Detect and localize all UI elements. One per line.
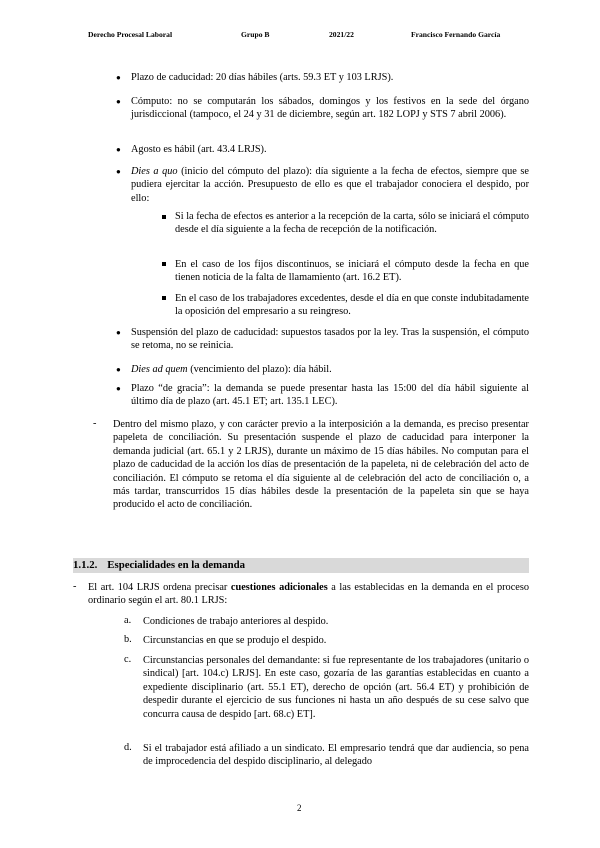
paragraph-art-104 bbox=[88, 581, 529, 608]
art104-bold-text: cuestiones adicionales bbox=[230, 582, 328, 593]
bullet-suspension: Suspensión del plazo de caducidad: supuestos tasados por la ley. Tras la suspensión, el cómputo se retoma, no se reinicia. bbox=[131, 327, 529, 352]
bullet-icon: ● bbox=[116, 73, 121, 82]
header-course: Derecho Procesal Laboral bbox=[88, 30, 173, 39]
list-letter: c. bbox=[124, 654, 132, 665]
bullet-dies-a-quo bbox=[131, 165, 529, 205]
bullet-icon: ● bbox=[116, 384, 121, 393]
bullet-agosto: Agosto es hábil (art. 43.4 LRJS). bbox=[131, 144, 267, 155]
header-author: Francisco Fernando García bbox=[411, 30, 501, 39]
bullet-icon: ● bbox=[116, 97, 121, 106]
square-bullet-icon bbox=[162, 296, 166, 300]
list-letter: a. bbox=[124, 615, 132, 626]
section-heading bbox=[73, 558, 529, 573]
paragraph-conciliacion: Dentro del mismo plazo, y con carácter previo a la interposición a la demanda, es preciso presentar papeleta de conciliación. Su presentación suspende el plazo de caducidad para interponer la demanda judicial (art. 65.1 y 2 LRJS), durante un máximo de 15 días hábiles. No computan para el plazo de caducidad de la acción los días de presentación de la papeleta, ni de celebración del acto de conciliación. El cómputo se retoma el día siguiente al de celebración del acto de conciliación o, a más tardar, transcurridos 15 días hábiles desde la presentación de la papeleta sin que se haya producido el acto de conciliación. bbox=[113, 419, 529, 511]
bullet-plazo-gracia: Plazo “de gracia”: la demanda se puede presentar hasta las 15:00 del día hábil siguiente al último día de plazo (art. 45.1 ET; art. 135.1 LEC). bbox=[131, 383, 529, 408]
square-bullet-icon bbox=[162, 262, 166, 266]
list-letter: d. bbox=[124, 742, 132, 753]
header-year: 2021/22 bbox=[329, 30, 354, 39]
art104-text-after: a las establecidas en la demanda en el proceso ordinario según el art. 80.1 LRJS: bbox=[88, 582, 529, 607]
dash-marker: - bbox=[93, 418, 97, 429]
square-bullet-icon bbox=[162, 215, 166, 219]
dash-marker: - bbox=[73, 581, 77, 592]
header-group: Grupo B bbox=[241, 30, 270, 39]
list-item-d: Si el trabajador está afiliado a un sindicato. El empresario tendrá que dar audiencia, so pena de improcedencia del despido disciplinario, al delegado bbox=[143, 743, 529, 768]
bullet-dies-ad-quem bbox=[131, 363, 529, 376]
list-item-b: Circunstancias en que se produjo el despido. bbox=[143, 635, 327, 646]
section-title: Especialidades en la demanda bbox=[107, 559, 245, 571]
dies-ad-quem-term: Dies ad quem bbox=[131, 364, 188, 375]
bullet-plazo-caducidad: Plazo de caducidad: 20 días hábiles (arts. 59.3 ET y 103 LRJS). bbox=[131, 72, 394, 83]
sub-bullet-fecha-efectos: Si la fecha de efectos es anterior a la recepción de la carta, sólo se iniciará el cómputo desde el día siguiente a la fecha de recepción de la notificación. bbox=[175, 211, 529, 236]
page-number: 2 bbox=[297, 803, 302, 813]
list-item-a: Condiciones de trabajo anteriores al despido. bbox=[143, 616, 329, 627]
bullet-computo: Cómputo: no se computarán los sábados, domingos y los festivos en la sede del órgano jurisdiccional (tampoco, el 24 y 31 de diciembre, según art. 182 LOPJ y STS 7 abril 2006). bbox=[131, 96, 529, 121]
art104-text-before: El art. 104 LRJS ordena precisar bbox=[88, 582, 231, 593]
list-item-c: Circunstancias personales del demandante: si fue representante de los trabajadores (unitario o sindical) [art. 104.c) LRJS]. En este caso, gozaría de las garantías establecidas en cuanto a expediente disciplinario (art. 55.1 ET), derecho de opción (art. 56.4 ET) y prohibición de despedir durante el ejercicio de sus funciones ni hasta un año después de su cese salvo que concurra causa de despido [art. 68.c) ET]. bbox=[143, 655, 529, 720]
sub-bullet-excedentes: En el caso de los trabajadores excedentes, desde el día en que conste indubitadamente la oposición del empresario a su reingreso. bbox=[175, 293, 529, 318]
dies-ad-quem-text: (vencimiento del plazo): día hábil. bbox=[187, 364, 332, 375]
bullet-icon: ● bbox=[116, 365, 121, 374]
bullet-icon: ● bbox=[116, 167, 121, 176]
list-letter: b. bbox=[124, 634, 132, 645]
dies-a-quo-term: Dies a quo bbox=[131, 166, 178, 177]
section-number: 1.1.2. bbox=[73, 559, 98, 571]
dies-a-quo-text: (inicio del cómputo del plazo): día siguiente a la fecha de efectos, siempre que se pudiera ejercitar la acción. Presupuesto de ello es que el trabajador conociera el despido, por ello: bbox=[131, 166, 529, 204]
bullet-icon: ● bbox=[116, 328, 121, 337]
sub-bullet-fijos-discontinuos: En el caso de los fijos discontinuos, se iniciará el cómputo desde la fecha en que tienen noticia de la falta de llamamiento (art. 16.2 ET). bbox=[175, 259, 529, 284]
bullet-icon: ● bbox=[116, 145, 121, 154]
